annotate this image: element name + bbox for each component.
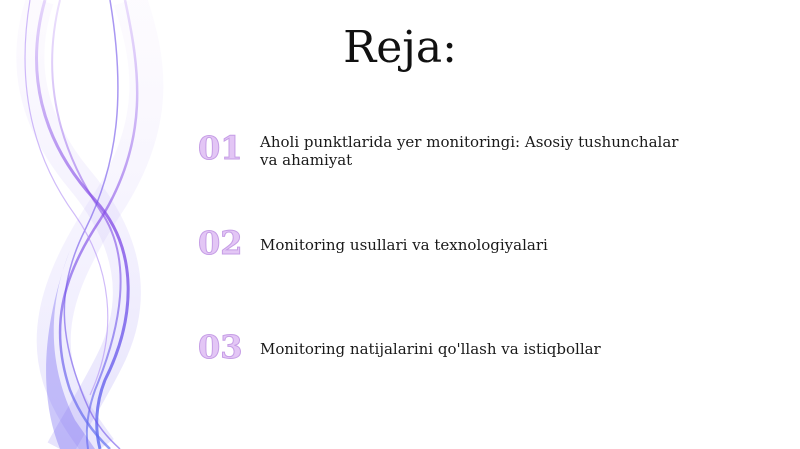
agenda-item-number: 03 bbox=[198, 328, 243, 366]
agenda-item-number: 02 bbox=[198, 224, 243, 262]
agenda-item-number: 01 bbox=[198, 129, 243, 167]
purple-smoke-ribbon-decoration bbox=[0, 0, 200, 449]
agenda-item-text: Aholi punktlarida yer monitoringi: Asosiy tushunchalar va ahamiyat bbox=[260, 133, 679, 169]
agenda-item-text: Monitoring usullari va texnologiyalari bbox=[260, 236, 548, 254]
agenda-item-text: Monitoring natijalarini qo'llash va istiqbollar bbox=[260, 340, 601, 358]
slide-title: Reja: bbox=[343, 22, 457, 73]
